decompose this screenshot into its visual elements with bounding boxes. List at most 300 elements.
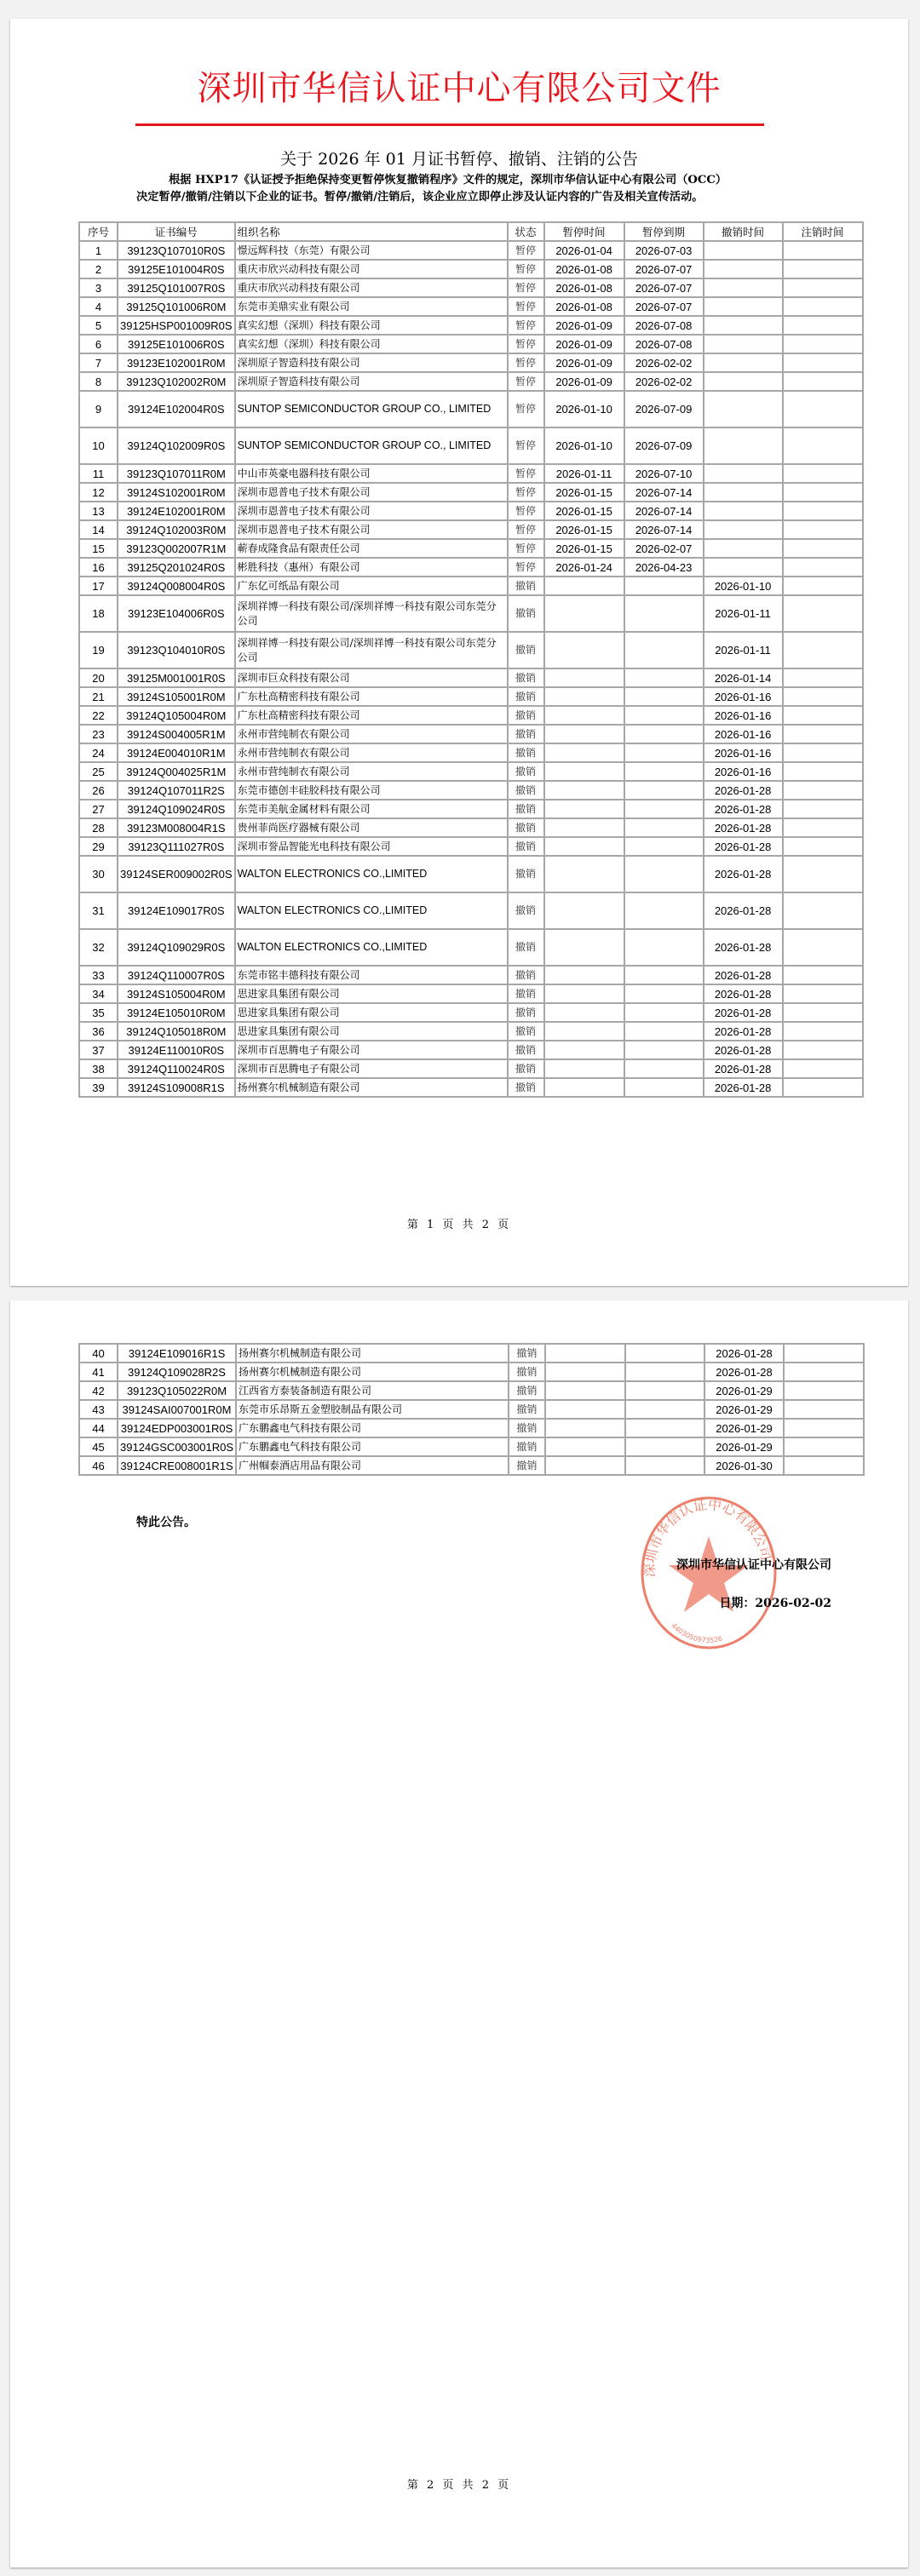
column-header-org: 组织名称	[235, 222, 508, 241]
table-row	[79, 1381, 864, 1400]
organization-name: 扬州赛尔机械制造有限公司	[235, 1078, 508, 1097]
status: 撤销	[508, 1059, 544, 1078]
revoke-date	[704, 278, 783, 297]
cert-number: 39124Q107011R2S	[118, 781, 235, 800]
revoke-date: 2026-01-28	[704, 892, 783, 929]
table-row	[79, 372, 863, 391]
company-seal-stamp	[636, 1492, 781, 1654]
suspend-date: 2026-01-09	[544, 316, 624, 335]
table-row	[79, 316, 863, 335]
cancel-date	[783, 818, 863, 837]
row-number: 23	[79, 725, 118, 743]
suspend-date	[544, 1022, 624, 1041]
cert-number: 39124SER009002R0S	[118, 856, 235, 892]
table-row	[79, 837, 863, 856]
row-number: 26	[79, 781, 118, 800]
table-body-page-1	[79, 241, 863, 1097]
status: 撤销	[508, 725, 544, 743]
status: 暂停	[508, 278, 544, 297]
suspend-expiry	[624, 743, 704, 762]
status: 撤销	[508, 595, 544, 632]
suspend-date	[545, 1400, 625, 1419]
row-number: 12	[79, 483, 118, 502]
suspend-expiry	[624, 1078, 704, 1097]
cert-number: 39124Q109028R2S	[118, 1363, 236, 1381]
suspend-expiry: 2026-07-14	[624, 502, 704, 520]
revoke-date	[704, 539, 783, 558]
cert-number: 39125Q101007R0S	[118, 278, 235, 297]
table-row	[79, 668, 863, 687]
table-row	[79, 856, 863, 892]
column-header-no: 序号	[79, 222, 118, 241]
revoke-date: 2026-01-16	[704, 743, 783, 762]
cancel-date	[783, 892, 863, 929]
organization-name: 永州市营纯制衣有限公司	[235, 762, 508, 781]
organization-name: SUNTOP SEMICONDUCTOR GROUP CO., LIMITED	[235, 427, 508, 464]
cert-number: 39124E110010R0S	[118, 1041, 235, 1059]
table-row	[79, 743, 863, 762]
intro-line-2: 决定暂停/撤销/注销以下企业的证书。暂停/撤销/注销后，该企业应立即停止涉及认证内容的广告及相关宣传活动。	[136, 191, 704, 204]
cancel-date	[784, 1381, 864, 1400]
suspend-expiry	[625, 1400, 704, 1419]
status: 暂停	[508, 353, 544, 372]
cancel-date	[783, 391, 863, 427]
revoke-date: 2026-01-11	[704, 595, 783, 632]
revoke-date: 2026-01-16	[704, 725, 783, 743]
table-row	[79, 427, 863, 464]
status: 暂停	[508, 427, 544, 464]
suspend-expiry	[624, 800, 704, 818]
table-row	[79, 687, 863, 706]
column-header-suspend-date: 暂停时间	[544, 222, 624, 241]
status: 撤销	[508, 966, 544, 984]
intro-line-1: 根据 HXP17《认证授予拒绝保持变更暂停恢复撤销程序》文件的规定，深圳市华信认证中心有限公司（OCC）	[169, 174, 727, 186]
row-number: 16	[79, 558, 118, 577]
suspend-expiry	[624, 984, 704, 1003]
cancel-date	[783, 984, 863, 1003]
organization-name: SUNTOP SEMICONDUCTOR GROUP CO., LIMITED	[235, 391, 508, 427]
table-row	[79, 892, 863, 929]
page-footer-2: 第 2 页 共 2 页	[406, 2479, 512, 2492]
revoke-date: 2026-01-28	[704, 818, 783, 837]
table-row	[79, 464, 863, 483]
status: 撤销	[509, 1400, 545, 1419]
organization-name: 东莞市德创丰硅胶科技有限公司	[235, 781, 508, 800]
suspend-date	[545, 1363, 625, 1381]
revoke-date: 2026-01-28	[704, 1022, 783, 1041]
suspend-expiry	[625, 1381, 704, 1400]
row-number: 22	[79, 706, 118, 725]
suspend-date	[544, 706, 624, 725]
table-row	[79, 818, 863, 837]
notice-title: 关于 2026 年 01 月证书暂停、撤销、注销的公告	[280, 150, 638, 169]
suspend-date: 2026-01-08	[544, 297, 624, 316]
cancel-date	[783, 632, 863, 668]
cancel-date	[784, 1437, 864, 1456]
cancel-date	[783, 372, 863, 391]
table-row	[79, 1003, 863, 1022]
table-row	[79, 1078, 863, 1097]
cancel-date	[783, 595, 863, 632]
revoke-date	[704, 520, 783, 539]
cancel-date	[783, 577, 863, 595]
cert-number: 39124E004010R1M	[118, 743, 235, 762]
revoke-date: 2026-01-29	[704, 1437, 784, 1456]
organization-name: 深圳市恩普电子技术有限公司	[235, 483, 508, 502]
suspend-date	[544, 668, 624, 687]
suspend-expiry: 2026-07-14	[624, 483, 704, 502]
row-number: 31	[79, 892, 118, 929]
suspend-date: 2026-01-10	[544, 391, 624, 427]
revoke-date	[704, 316, 783, 335]
row-number: 44	[79, 1419, 118, 1437]
organization-name: 扬州赛尔机械制造有限公司	[236, 1363, 509, 1381]
status: 暂停	[508, 539, 544, 558]
cert-number: 39123E104006R0S	[118, 595, 235, 632]
status: 撤销	[508, 687, 544, 706]
cert-number: 39125E101006R0S	[118, 335, 235, 353]
suspend-date	[544, 856, 624, 892]
organization-name: 深圳市誉品智能光电科技有限公司	[235, 837, 508, 856]
table-header-row	[79, 222, 863, 241]
row-number: 32	[79, 929, 118, 966]
cert-number: 39123Q107011R0M	[118, 464, 235, 483]
suspend-date	[545, 1419, 625, 1437]
revoke-date: 2026-01-28	[704, 1041, 783, 1059]
row-number: 36	[79, 1022, 118, 1041]
cert-number: 39125Q201024R0S	[118, 558, 235, 577]
row-number: 30	[79, 856, 118, 892]
row-number: 9	[79, 391, 118, 427]
organization-name: WALTON ELECTRONICS CO.,LIMITED	[235, 929, 508, 966]
suspend-date	[544, 800, 624, 818]
suspend-expiry	[624, 577, 704, 595]
cancel-date	[783, 668, 863, 687]
cancel-date	[783, 1059, 863, 1078]
table-row	[79, 260, 863, 278]
suspend-date	[544, 837, 624, 856]
row-number: 20	[79, 668, 118, 687]
page-footer-1: 第 1 页 共 2 页	[406, 1219, 512, 1231]
table-row	[79, 725, 863, 743]
suspend-expiry	[625, 1456, 704, 1475]
row-number: 6	[79, 335, 118, 353]
organization-name: 深圳原子智造科技有限公司	[235, 372, 508, 391]
revoke-date: 2026-01-28	[704, 984, 783, 1003]
status: 撤销	[508, 818, 544, 837]
suspend-expiry	[625, 1419, 704, 1437]
suspend-date	[544, 984, 624, 1003]
table-row	[79, 1419, 864, 1437]
row-number: 8	[79, 372, 118, 391]
organization-name: 广东鹏鑫电气科技有限公司	[236, 1437, 509, 1456]
suspend-expiry	[624, 818, 704, 837]
revoke-date: 2026-01-16	[704, 706, 783, 725]
row-number: 15	[79, 539, 118, 558]
table-row	[79, 1363, 864, 1381]
row-number: 28	[79, 818, 118, 837]
organization-name: 深圳原子智造科技有限公司	[235, 353, 508, 372]
cert-number: 39123Q105022R0M	[118, 1381, 236, 1400]
suspend-expiry	[624, 595, 704, 632]
suspend-date	[544, 781, 624, 800]
row-number: 10	[79, 427, 118, 464]
organization-name: WALTON ELECTRONICS CO.,LIMITED	[235, 856, 508, 892]
suspend-expiry	[624, 762, 704, 781]
column-header-revoke-date: 撤销时间	[704, 222, 783, 241]
intro-paragraph	[136, 172, 818, 206]
row-number: 42	[79, 1381, 118, 1400]
table-row	[79, 241, 863, 260]
revoke-date: 2026-01-28	[704, 966, 783, 984]
table-row	[79, 502, 863, 520]
cert-number: 39123E102001R0M	[118, 353, 235, 372]
cert-number: 39124Q102009R0S	[118, 427, 235, 464]
table-row	[79, 800, 863, 818]
suspend-date: 2026-01-09	[544, 372, 624, 391]
cancel-date	[783, 483, 863, 502]
organization-name: WALTON ELECTRONICS CO.,LIMITED	[235, 892, 508, 929]
status: 撤销	[508, 706, 544, 725]
revoke-date: 2026-01-16	[704, 687, 783, 706]
suspend-expiry	[625, 1437, 704, 1456]
status: 暂停	[508, 260, 544, 278]
table-row	[79, 1456, 864, 1475]
cancel-date	[783, 241, 863, 260]
organization-name: 憬远辉科技（东莞）有限公司	[235, 241, 508, 260]
revoke-date	[704, 502, 783, 520]
cancel-date	[783, 706, 863, 725]
document-header-title: 深圳市华信认证中心有限公司文件	[197, 69, 722, 108]
suspend-expiry	[624, 1041, 704, 1059]
revoke-date	[704, 391, 783, 427]
row-number: 43	[79, 1400, 118, 1419]
status: 暂停	[508, 241, 544, 260]
cert-number: 39124SAI007001R0M	[118, 1400, 236, 1419]
revoke-date	[704, 260, 783, 278]
cancel-date	[783, 725, 863, 743]
revoke-date: 2026-01-28	[704, 781, 783, 800]
cert-number: 39124E102004R0S	[118, 391, 235, 427]
row-number: 39	[79, 1078, 118, 1097]
suspend-date: 2026-01-08	[544, 260, 624, 278]
cancel-date	[783, 929, 863, 966]
status: 撤销	[508, 1041, 544, 1059]
status: 撤销	[508, 577, 544, 595]
cancel-date	[783, 1041, 863, 1059]
table-row	[79, 577, 863, 595]
suspend-date	[544, 1041, 624, 1059]
suspend-date	[544, 595, 624, 632]
revoke-date	[704, 353, 783, 372]
cancel-date	[783, 1078, 863, 1097]
organization-name: 广州帼泰酒店用品有限公司	[236, 1456, 509, 1475]
closing-statement: 特此公告。	[136, 1516, 196, 1529]
suspend-expiry	[624, 687, 704, 706]
cert-number: 39124S109008R1S	[118, 1078, 235, 1097]
suspend-expiry	[624, 781, 704, 800]
table-row	[79, 391, 863, 427]
revoke-date	[704, 335, 783, 353]
organization-name: 深圳市百思腾电子有限公司	[235, 1041, 508, 1059]
status: 撤销	[508, 984, 544, 1003]
revoke-date	[704, 297, 783, 316]
suspend-date: 2026-01-15	[544, 502, 624, 520]
suspend-expiry	[624, 1022, 704, 1041]
status: 撤销	[509, 1437, 545, 1456]
cert-number: 39124E109016R1S	[118, 1344, 236, 1363]
suspend-expiry	[624, 856, 704, 892]
suspend-expiry: 2026-07-03	[624, 241, 704, 260]
organization-name: 深圳市恩普电子技术有限公司	[235, 520, 508, 539]
cancel-date	[783, 278, 863, 297]
status: 暂停	[508, 520, 544, 539]
status: 撤销	[508, 668, 544, 687]
suspend-expiry: 2026-07-07	[624, 260, 704, 278]
status: 撤销	[508, 743, 544, 762]
revoke-date: 2026-01-10	[704, 577, 783, 595]
suspend-expiry: 2026-07-10	[624, 464, 704, 483]
cert-number: 39125E101004R0S	[118, 260, 235, 278]
suspend-date	[545, 1456, 625, 1475]
cert-number: 39123Q104010R0S	[118, 632, 235, 668]
revoke-date: 2026-01-29	[704, 1419, 784, 1437]
cert-number: 39124Q102003R0M	[118, 520, 235, 539]
organization-name: 重庆市欣兴动科技有限公司	[235, 260, 508, 278]
status: 撤销	[508, 837, 544, 856]
cancel-date	[783, 335, 863, 353]
suspend-date: 2026-01-15	[544, 520, 624, 539]
cancel-date	[784, 1419, 864, 1437]
suspend-date: 2026-01-10	[544, 427, 624, 464]
suspend-expiry	[624, 668, 704, 687]
organization-name: 永州市营纯制衣有限公司	[235, 725, 508, 743]
cert-number: 39125HSP001009R0S	[118, 316, 235, 335]
suspend-expiry: 2026-07-07	[624, 278, 704, 297]
table-row	[79, 539, 863, 558]
suspend-date	[545, 1344, 625, 1363]
cert-number: 39125M001001R0S	[118, 668, 235, 687]
row-number: 13	[79, 502, 118, 520]
column-header-suspend-expiry: 暂停到期	[624, 222, 704, 241]
status: 撤销	[509, 1456, 545, 1475]
row-number: 29	[79, 837, 118, 856]
cert-number: 39124CRE008001R1S	[118, 1456, 236, 1475]
cert-number: 39124S102001R0M	[118, 483, 235, 502]
status: 撤销	[508, 632, 544, 668]
organization-name: 广东杜高精密科技有限公司	[235, 687, 508, 706]
status: 撤销	[509, 1419, 545, 1437]
revoke-date: 2026-01-29	[704, 1400, 784, 1419]
row-number: 45	[79, 1437, 118, 1456]
revoke-date	[704, 427, 783, 464]
revoke-date: 2026-01-14	[704, 668, 783, 687]
certificate-table-page-2	[78, 1343, 865, 1476]
row-number: 25	[79, 762, 118, 781]
row-number: 14	[79, 520, 118, 539]
cert-number: 39124Q008004R0S	[118, 577, 235, 595]
table-row	[79, 520, 863, 539]
organization-name: 深圳祥博一科技有限公司/深圳祥博一科技有限公司东莞分公司	[235, 632, 508, 668]
table-row	[79, 595, 863, 632]
organization-name: 思进家具集团有限公司	[235, 1022, 508, 1041]
revoke-date: 2026-01-28	[704, 1363, 784, 1381]
cancel-date	[783, 800, 863, 818]
table-row	[79, 1400, 864, 1419]
header-red-rule	[135, 123, 764, 126]
revoke-date	[704, 241, 783, 260]
organization-name: 永州市营纯制衣有限公司	[235, 743, 508, 762]
organization-name: 贵州菲尚医疗器械有限公司	[235, 818, 508, 837]
row-number: 35	[79, 1003, 118, 1022]
cancel-date	[783, 353, 863, 372]
status: 撤销	[509, 1381, 545, 1400]
row-number: 3	[79, 278, 118, 297]
suspend-expiry	[624, 892, 704, 929]
organization-name: 广东亿可纸品有限公司	[235, 577, 508, 595]
suspend-date	[545, 1381, 625, 1400]
cert-number: 39124E109017R0S	[118, 892, 235, 929]
suspend-expiry	[624, 837, 704, 856]
revoke-date: 2026-01-28	[704, 929, 783, 966]
table-row	[79, 781, 863, 800]
row-number: 46	[79, 1456, 118, 1475]
cancel-date	[783, 558, 863, 577]
cancel-date	[783, 743, 863, 762]
cert-number: 39123Q102002R0M	[118, 372, 235, 391]
suspend-expiry	[624, 706, 704, 725]
revoke-date: 2026-01-28	[704, 856, 783, 892]
cert-number: 39124Q105004R0M	[118, 706, 235, 725]
suspend-date: 2026-01-09	[544, 335, 624, 353]
table-row	[79, 966, 863, 984]
cert-number: 39124GSC003001R0S	[118, 1437, 236, 1456]
organization-name: 真实幻想（深圳）科技有限公司	[235, 316, 508, 335]
cert-number: 39123Q111027R0S	[118, 837, 235, 856]
suspend-date	[544, 743, 624, 762]
table-row	[79, 353, 863, 372]
table-row	[79, 1344, 864, 1363]
cancel-date	[783, 427, 863, 464]
cancel-date	[783, 520, 863, 539]
status: 撤销	[508, 929, 544, 966]
cert-number: 39124S105001R0M	[118, 687, 235, 706]
cancel-date	[783, 1003, 863, 1022]
suspend-date	[544, 1078, 624, 1097]
suspend-date	[544, 762, 624, 781]
row-number: 41	[79, 1363, 118, 1381]
suspend-expiry	[624, 1003, 704, 1022]
suspend-date: 2026-01-09	[544, 353, 624, 372]
table-row	[79, 1059, 863, 1078]
cert-number: 39123M008004R1S	[118, 818, 235, 837]
status: 暂停	[508, 558, 544, 577]
cert-number: 39124Q105018R0M	[118, 1022, 235, 1041]
suspend-expiry: 2026-07-09	[624, 391, 704, 427]
organization-name: 深圳祥博一科技有限公司/深圳祥博一科技有限公司东莞分公司	[235, 595, 508, 632]
revoke-date: 2026-01-29	[704, 1381, 784, 1400]
suspend-expiry: 2026-04-23	[624, 558, 704, 577]
cert-number: 39124Q110024R0S	[118, 1059, 235, 1078]
suspend-date	[544, 1059, 624, 1078]
suspend-expiry	[624, 966, 704, 984]
cancel-date	[783, 260, 863, 278]
status: 撤销	[509, 1344, 545, 1363]
revoke-date: 2026-01-16	[704, 762, 783, 781]
cancel-date	[784, 1456, 864, 1475]
row-number: 4	[79, 297, 118, 316]
organization-name: 广东杜高精密科技有限公司	[235, 706, 508, 725]
